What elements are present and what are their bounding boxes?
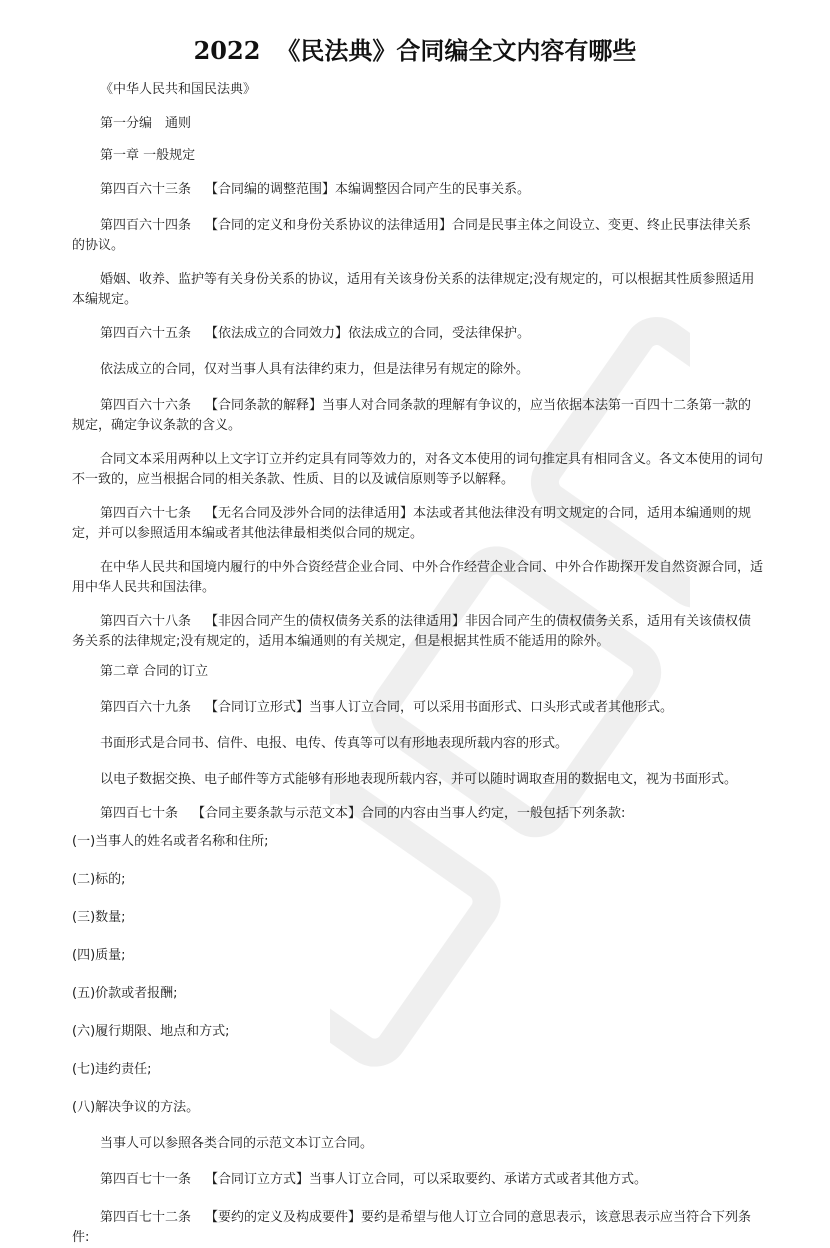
article-number: 第四百六十五条 [100, 326, 192, 341]
article-number: 第四百六十四条 [100, 218, 192, 233]
chapter-heading-2: 第二章 合同的订立 [100, 664, 209, 679]
list-item: (七)违约责任; [72, 1062, 152, 1077]
article-464 [72, 216, 764, 256]
article-470-clause-list [72, 832, 764, 1118]
list-item: (六)履行期限、地点和方式; [72, 1024, 230, 1039]
paragraph: 依法成立的合同，仅对当事人具有法律约束力，但是法律另有规定的除外。 [100, 362, 530, 377]
article-text: 【无名合同及涉外合同的法律适用】本法或者其他法律没有明文规定的合同，适用本编通则的规定，并可以参照适用本编或者其他法律最相类似合同的规定。 [72, 506, 752, 541]
document-title [0, 34, 830, 68]
article-463 [72, 180, 764, 200]
paragraph: 合同文本采用两种以上文字订立并约定具有同等效力的，对各文本使用的词句推定具有相同含义。各文本使用的词句不一致的，应当根据合同的相关条款、性质、目的以及诚信原则等予以解释。 [72, 452, 764, 487]
article-472 [72, 1208, 764, 1248]
article-text: 【合同条款的解释】当事人对合同条款的理解有争议的，应当依据本法第一百四十二条第一款的规定，确定争议条款的含义。 [72, 398, 752, 433]
article-text: 【合同订立形式】当事人订立合同，可以采用书面形式、口头形式或者其他形式。 [205, 700, 674, 715]
article-469 [72, 698, 764, 718]
article-number: 第四百六十三条 [100, 182, 192, 197]
article-number: 第四百六十八条 [100, 614, 192, 629]
list-item: (五)价款或者报酬; [72, 986, 178, 1001]
article-467 [72, 504, 764, 544]
list-item: (二)标的; [72, 872, 126, 887]
article-text: 【要约的定义及构成要件】要约是希望与他人订立合同的意思表示，该意思表示应当符合下列条件: [72, 1210, 752, 1245]
article-text: 【合同的定义和身份关系协议的法律适用】合同是民事主体之间设立、变更、终止民事法律关系的协议。 [72, 218, 752, 253]
article-number: 第四百六十九条 [100, 700, 192, 715]
article-number: 第四百七十一条 [100, 1172, 192, 1187]
list-item: (三)数量; [72, 910, 126, 925]
article-text: 【非因合同产生的债权债务关系的法律适用】非因合同产生的债权债务关系，适用有关该债权债务关系的法律规定;没有规定的，适用本编通则的有关规定，但是根据其性质不能适用的除外。 [72, 614, 752, 649]
chapter-heading-1: 第一章 一般规定 [100, 148, 196, 163]
paragraph: 当事人可以参照各类合同的示范文本订立合同。 [100, 1136, 374, 1151]
article-number: 第四百七十条 [100, 806, 179, 821]
list-item: (一)当事人的姓名或者名称和住所; [72, 834, 269, 849]
article-number: 第四百六十六条 [100, 398, 192, 413]
title-text: 《民法典》合同编全文内容有哪些 [276, 37, 637, 66]
article-text: 【合同主要条款与示范文本】合同的内容由当事人约定，一般包括下列条款: [192, 806, 626, 821]
article-number: 第四百六十七条 [100, 506, 192, 521]
title-year: 2022 [193, 36, 261, 66]
article-text: 【合同编的调整范围】本编调整因合同产生的民事关系。 [205, 182, 531, 197]
paragraph: 以电子数据交换、电子邮件等方式能够有形地表现所载内容，并可以随时调取查用的数据电文，视为书面形式。 [100, 772, 738, 787]
list-item: (八)解决争议的方法。 [72, 1100, 200, 1115]
article-470 [72, 804, 764, 824]
article-468 [72, 612, 764, 652]
article-text: 【依法成立的合同效力】依法成立的合同，受法律保护。 [205, 326, 531, 341]
paragraph: 书面形式是合同书、信件、电报、电传、传真等可以有形地表现所载内容的形式。 [100, 736, 569, 751]
paragraph: 婚姻、收养、监护等有关身份关系的协议，适用有关该身份关系的法律规定;没有规定的，可以根据其性质参照适用本编规定。 [72, 272, 755, 307]
paragraph: 在中华人民共和国境内履行的中外合资经营企业合同、中外合作经营企业合同、中外合作勘探开发自然资源合同，适用中华人民共和国法律。 [72, 560, 764, 595]
part-heading: 第一分编 通则 [100, 116, 192, 131]
document-body [72, 80, 764, 1248]
list-item: (四)质量; [72, 948, 126, 963]
article-466 [72, 396, 764, 436]
article-text: 【合同订立方式】当事人订立合同，可以采取要约、承诺方式或者其他方式。 [205, 1172, 648, 1187]
article-471 [72, 1170, 764, 1190]
article-465 [72, 324, 764, 344]
law-title: 《中华人民共和国民法典》 [100, 82, 257, 97]
article-number: 第四百七十二条 [100, 1210, 192, 1225]
